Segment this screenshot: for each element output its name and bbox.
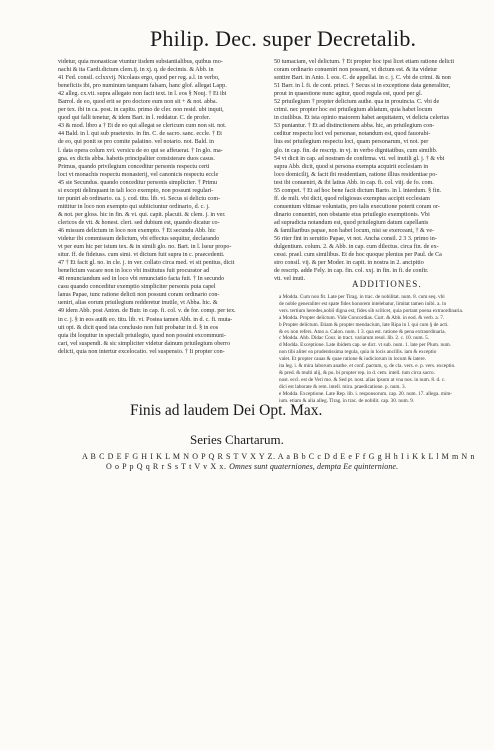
series-register-letters: O o P p Q q R r S s T t V v X x. bbox=[106, 462, 227, 471]
right-column-line: prout in quaestione nunc agitur, quod regula est, quod per gl. bbox=[274, 91, 423, 98]
note-line: c Modda. Abb. Didac Cour. in tract. variarum resol. lib. 2. c. 10. num. 5. bbox=[279, 335, 429, 342]
left-column-line: ueniri, alias eorum priuilegium redderetur inutile, vt Abba. hic. & bbox=[58, 300, 218, 307]
note-line: non tibi aliter ea prudentissima regula, quia in locis ancillis. iam & exceptio bbox=[279, 349, 437, 356]
note-line: vers. tertium heredes,nobil digna est, fides sib scilicet, quia portant poena extraordinaria. bbox=[279, 307, 464, 314]
left-column-line: 47 † Et facit gl. no. in cle. j. in ver. collato circa med. vt sit penitus, dicit bbox=[58, 260, 235, 267]
right-column-line: crimi. nec propter hoc est priuilegium ablatum, quia habet locum bbox=[274, 107, 433, 114]
right-column-line: sentire Bart. in Anto. l. eos. C. de appellat. in c. j. C. vbi de crimi. & non bbox=[274, 75, 451, 82]
right-column-line: dinario conueniri, non obstante eius priuilegio exemptionis. Vbi bbox=[274, 211, 430, 218]
right-column-line: ff. de mili. vbi dicit, quod religiosus exemptus accipit ecclesiam bbox=[274, 195, 430, 202]
note-line: d Modda. Exceptione. Late ibidem cap. se dict. vt sub. num. 1. late per Plum. num. bbox=[279, 342, 452, 349]
left-column-line: videtur ibi commissum delictum, vbi effectus sequitur, declarando bbox=[58, 236, 220, 243]
right-text-column bbox=[274, 58, 480, 283]
right-column-line: 53 puniantur. † Et ad distinctionem abba. hic, an priuilegium con- bbox=[274, 123, 435, 130]
right-column-line: loco domicilij, & facit ibi residentiam, ratione illius residentiae po- bbox=[274, 171, 438, 178]
right-column-line: glo. in cap. fin. de rescrip. in vj. in verbo dignitatibus, cum similib. bbox=[274, 147, 438, 154]
left-column-line: loci vt monachis respectu monasterij, vel canonicis respectu eccle bbox=[58, 171, 219, 178]
right-column-line: 51 Barr. in l. fi. de cont. princi. † Secus si in exceptione data generaliter, bbox=[274, 83, 451, 90]
left-column-line: 46 missum delictum in loco non exempto. † Et secundu Abb. hic bbox=[58, 227, 216, 234]
right-column-line: coram ordinario conueniri non possunt, vt dictum est. & ita videtur bbox=[274, 67, 438, 74]
right-column-line: 52 priuilegium † propter delictum authe. qua in prouincia. C. vbi de bbox=[274, 99, 440, 106]
left-column-line: mittitur in loco non exempto qui subiiciuntur ordinario, d. c. j. bbox=[58, 203, 210, 210]
right-column-line: in ciuilibus. Et ista opinio maiorem habet aequitatem, vt delicta celerius bbox=[274, 115, 449, 122]
left-column-line: 41 Fed. consil. cclxxvij. Nicolaus ergo, quod per reg. a.l. in verbo, bbox=[58, 75, 220, 82]
right-column-line: & familiaribus papae, non habet locum, nisi se exerceant, † & ve- bbox=[274, 227, 435, 234]
series-title: Series Chartarum. bbox=[190, 432, 284, 447]
note-line: & pred. & multi alij, & pu. bi propter rep. in d. cem. intell. tum circa sacro. bbox=[279, 369, 435, 376]
left-column-line: Primus, quando privilegium conceditur personis respectu certi bbox=[58, 163, 210, 170]
left-column-line: videtur, quia monasticae vtuntur iisdem substantialibus, quibus mo- bbox=[58, 59, 223, 65]
left-column-line: 44 Bald. in l. qui sub praetexto. in fin. C. de sacro. sanc. eccle. † Et bbox=[58, 131, 222, 138]
right-column-line: supra Abb. dicit, quod si persona exempta acquirit ecclesiam in bbox=[274, 163, 429, 170]
left-column-line: in c. j. § in eos aut& eo. titu. lib. vi. Postea tamen Abb. in d. c. fi. muta- bbox=[58, 316, 233, 323]
right-column-line: 50 tumaciam, vel delictum. † Et propter hoc ipsi licet etiam ratione delicti bbox=[274, 59, 455, 65]
left-column-line: & not. per gloss. hic in fin. & vi. qui. capit. placuit. & clem. j. in ver. bbox=[58, 211, 226, 218]
note-line: ita leg. i. & mira laborum anathe. et conf. pactum, q. de cla. vers. e. p. vers. exceptio. bbox=[279, 363, 456, 370]
series-register-line-1: A B C D E F G H I K L M N O P Q R S T V X Y Z. A a B b C c D d E e F f G g H h I i K k L l M m N n bbox=[82, 452, 475, 461]
note-line: & ex non refers. Amo a. Calon. num. 1 3. qua est. ratione & pena extraordinaria. bbox=[279, 328, 446, 335]
left-column-line: 49 idem Abb. post Anton. de Butr. in cap. fi. col. v. de for. comp. per tex. bbox=[58, 308, 236, 315]
left-column-line: 48 renunciandum sed in loco vbi renunciatio facta fuit. † In secundo bbox=[58, 276, 225, 283]
right-column-line: 54 vt dicit in cap. ad nostram de confirma. vti. vel inutili gl. j. † & vbi bbox=[274, 155, 445, 162]
right-column-line: stro consil. vij. & per Moder. in capit. in nostra in 2. ancipitio bbox=[274, 260, 424, 267]
note-line: dici est laborate & rem. intell. mira. praedicatione. p. num. 3. bbox=[279, 383, 406, 390]
left-column-line: cari, vel suspendi. & sic simpliciter videtur dainum priuilegium oberro bbox=[58, 340, 231, 347]
right-column-line: ceditur respectu loci vel personae, notandum est, quod fauorabi- bbox=[274, 131, 431, 138]
right-column-line: lius est priuilegium respectu loci, quam personarum, vt not. per bbox=[274, 139, 429, 146]
note-line: valet. Et propter cauas & quae ratione & iudiciorum in locum & latere. bbox=[279, 356, 426, 363]
left-column-line: de eo, qui ponit se pro comite palatino. vel notario. not. Bald. in bbox=[58, 139, 214, 146]
right-column-line: de rescrip. adde Fely. in cap. fin. col. xxj. in fin. in fi. de confir. bbox=[274, 268, 429, 275]
left-column-line: delicti, quia non intertur excelocatio. vel suspensio. † Ii propter con- bbox=[58, 348, 225, 355]
left-column-line: clericos de vit. & honest. cleri. sed dubium est, quando dicatur co- bbox=[58, 219, 220, 226]
note-line: ium. etiam & alia alleg. Tirag. in trac. de nobilit. cap. 30. num. 9. bbox=[279, 397, 415, 404]
right-column-line: dulgentium. colum. 2. & Abb. in cap. cum dilectus. circa fin. de ex- bbox=[274, 244, 439, 251]
left-column-line: per tex. ibi in ca. post. in capitu. primo de cler. non resid. ubi inquit, bbox=[58, 107, 224, 114]
right-column-line: 55 compet. † Et ad hoc bene facit dictum Barto. in l. interdum. § fin. bbox=[274, 187, 442, 194]
left-column-line: vt per eum hic per istum tex. & in simili glo. no. Bart. in l. lseur propo- bbox=[58, 244, 232, 251]
left-column-line: lanus Papae, tunc ratione delicti non possunt coram ordinario con- bbox=[58, 292, 220, 299]
additiones-notes bbox=[279, 294, 481, 405]
left-column-line: 43 & mod. libro a † Et de eo qui allegat se clericum cum non sit. not. bbox=[58, 123, 227, 130]
right-column-line: 56 riter fint in seruitio Papae, vt not. Ancha consil. 2 3 3. primo in- bbox=[274, 236, 437, 243]
left-column-line: 45 sie Secundus. quando conceditur personis simpliciter. † Primu bbox=[58, 179, 218, 186]
right-column-line: vti. vel inuti. bbox=[274, 276, 306, 283]
left-column-line: situr. ff. de fideiuss. cum simi. vt dictum fuit supra in c. praecedenti. bbox=[58, 252, 225, 259]
left-column-line: quia ibi loquitur in speciali priuilegio, quod non possint excommuni- bbox=[58, 332, 226, 339]
note-line: nost. eccl. est de Veri mo. & Sed pt. nost. alias ipsum at vna nos. in num. 8. d. c. bbox=[279, 376, 446, 383]
left-column-line: casu quando conceditur exemptio simpliciter personis puta capel bbox=[58, 284, 216, 291]
left-column-line: nachi & ita Cardi.dictum clem.ij. in xj. q. de decimis. & Abb. in bbox=[58, 67, 214, 74]
left-column-line: ter puniri ab ordinario. ca. j. cod. titu. lib. vi. Secus si delictu com- bbox=[58, 195, 221, 202]
left-column-line: l. data opera colum xvi. versicu de eo qui se affeuerat. † In glo. ma- bbox=[58, 147, 223, 154]
left-column-line: 42 alleg. cx.vii. supra allegato non facit text. in l. eos § Nouj. † Et ibi bbox=[58, 91, 227, 98]
running-head: Philip. Dec. super Decretalib. bbox=[150, 26, 417, 51]
left-column-line: Barrol. de eo, quod erit se pro doctore eum non sit + & not. abba. bbox=[58, 99, 218, 106]
note-line: b Propter delictum. Etiam & propter mendacium, late Ripa in l. qui cum § de acti. bbox=[279, 321, 449, 328]
right-column-line: test ibi conueniri, & ibi latius Abb. in cap. fi. col. viij. de fo. com. bbox=[274, 179, 434, 186]
left-column-line: uit opi. & dicit quod ista conclusio non fuit probatur in d. § in eos bbox=[58, 324, 219, 331]
note-line: a Modda. Propter delictum. Vide Concordias. Curt. & Abb. in eod. & verb. a. 7. bbox=[279, 314, 445, 321]
note-line: de noble generaliter est spate fides honorem intelebatur, limitat tamen inibi. a. in bbox=[279, 300, 447, 307]
left-column-line: quod qui falli tenetur, & idem Bart. in l. reddatur. C. de profer. bbox=[58, 115, 211, 122]
note-line: a Modda. Cum non fit. Late per Tirag. in trac. de nobilitat. num. 8. cum seq. vbi bbox=[279, 294, 445, 300]
series-register-note: Omnes sunt quaterniones, dempta Ee quinternione. bbox=[229, 462, 399, 471]
left-column-line: gna. ex dictis abba. habetis principaliter consisterare duos casus. bbox=[58, 155, 215, 162]
right-column-line: conuentum vltimae voluntatis, pro talis executione poterit coram or- bbox=[274, 203, 440, 210]
right-column-line: cessi. prael. cum similibus. Et de hoc quoque plenius per Paul. de Ca bbox=[274, 252, 442, 259]
left-column-line: beneficiis ibi, pro numinum tanquam falsam, hanc glof. allegat Lapp. bbox=[58, 83, 227, 90]
additiones-heading: ADDITIONES. bbox=[352, 279, 422, 289]
series-register-line-2 bbox=[106, 462, 398, 471]
left-column-line: beneficium vacare non in loco vbi institutus fuit procurator ad bbox=[58, 268, 210, 275]
finis-line: Finis ad laudem Dei Opt. Max. bbox=[130, 402, 323, 419]
left-column-line: si excepti delinquant in tali loco exempto, non possunt regulari- bbox=[58, 187, 214, 194]
left-text-column bbox=[58, 58, 270, 598]
note-line: e Modda. Exceptione. Late Rep. lib. i. responsorum. cap. 20. num. 17. allega. mim- bbox=[279, 390, 453, 397]
right-column-line: ad supradicta notandum est, quod priuilegium datum capellanis bbox=[274, 219, 429, 226]
